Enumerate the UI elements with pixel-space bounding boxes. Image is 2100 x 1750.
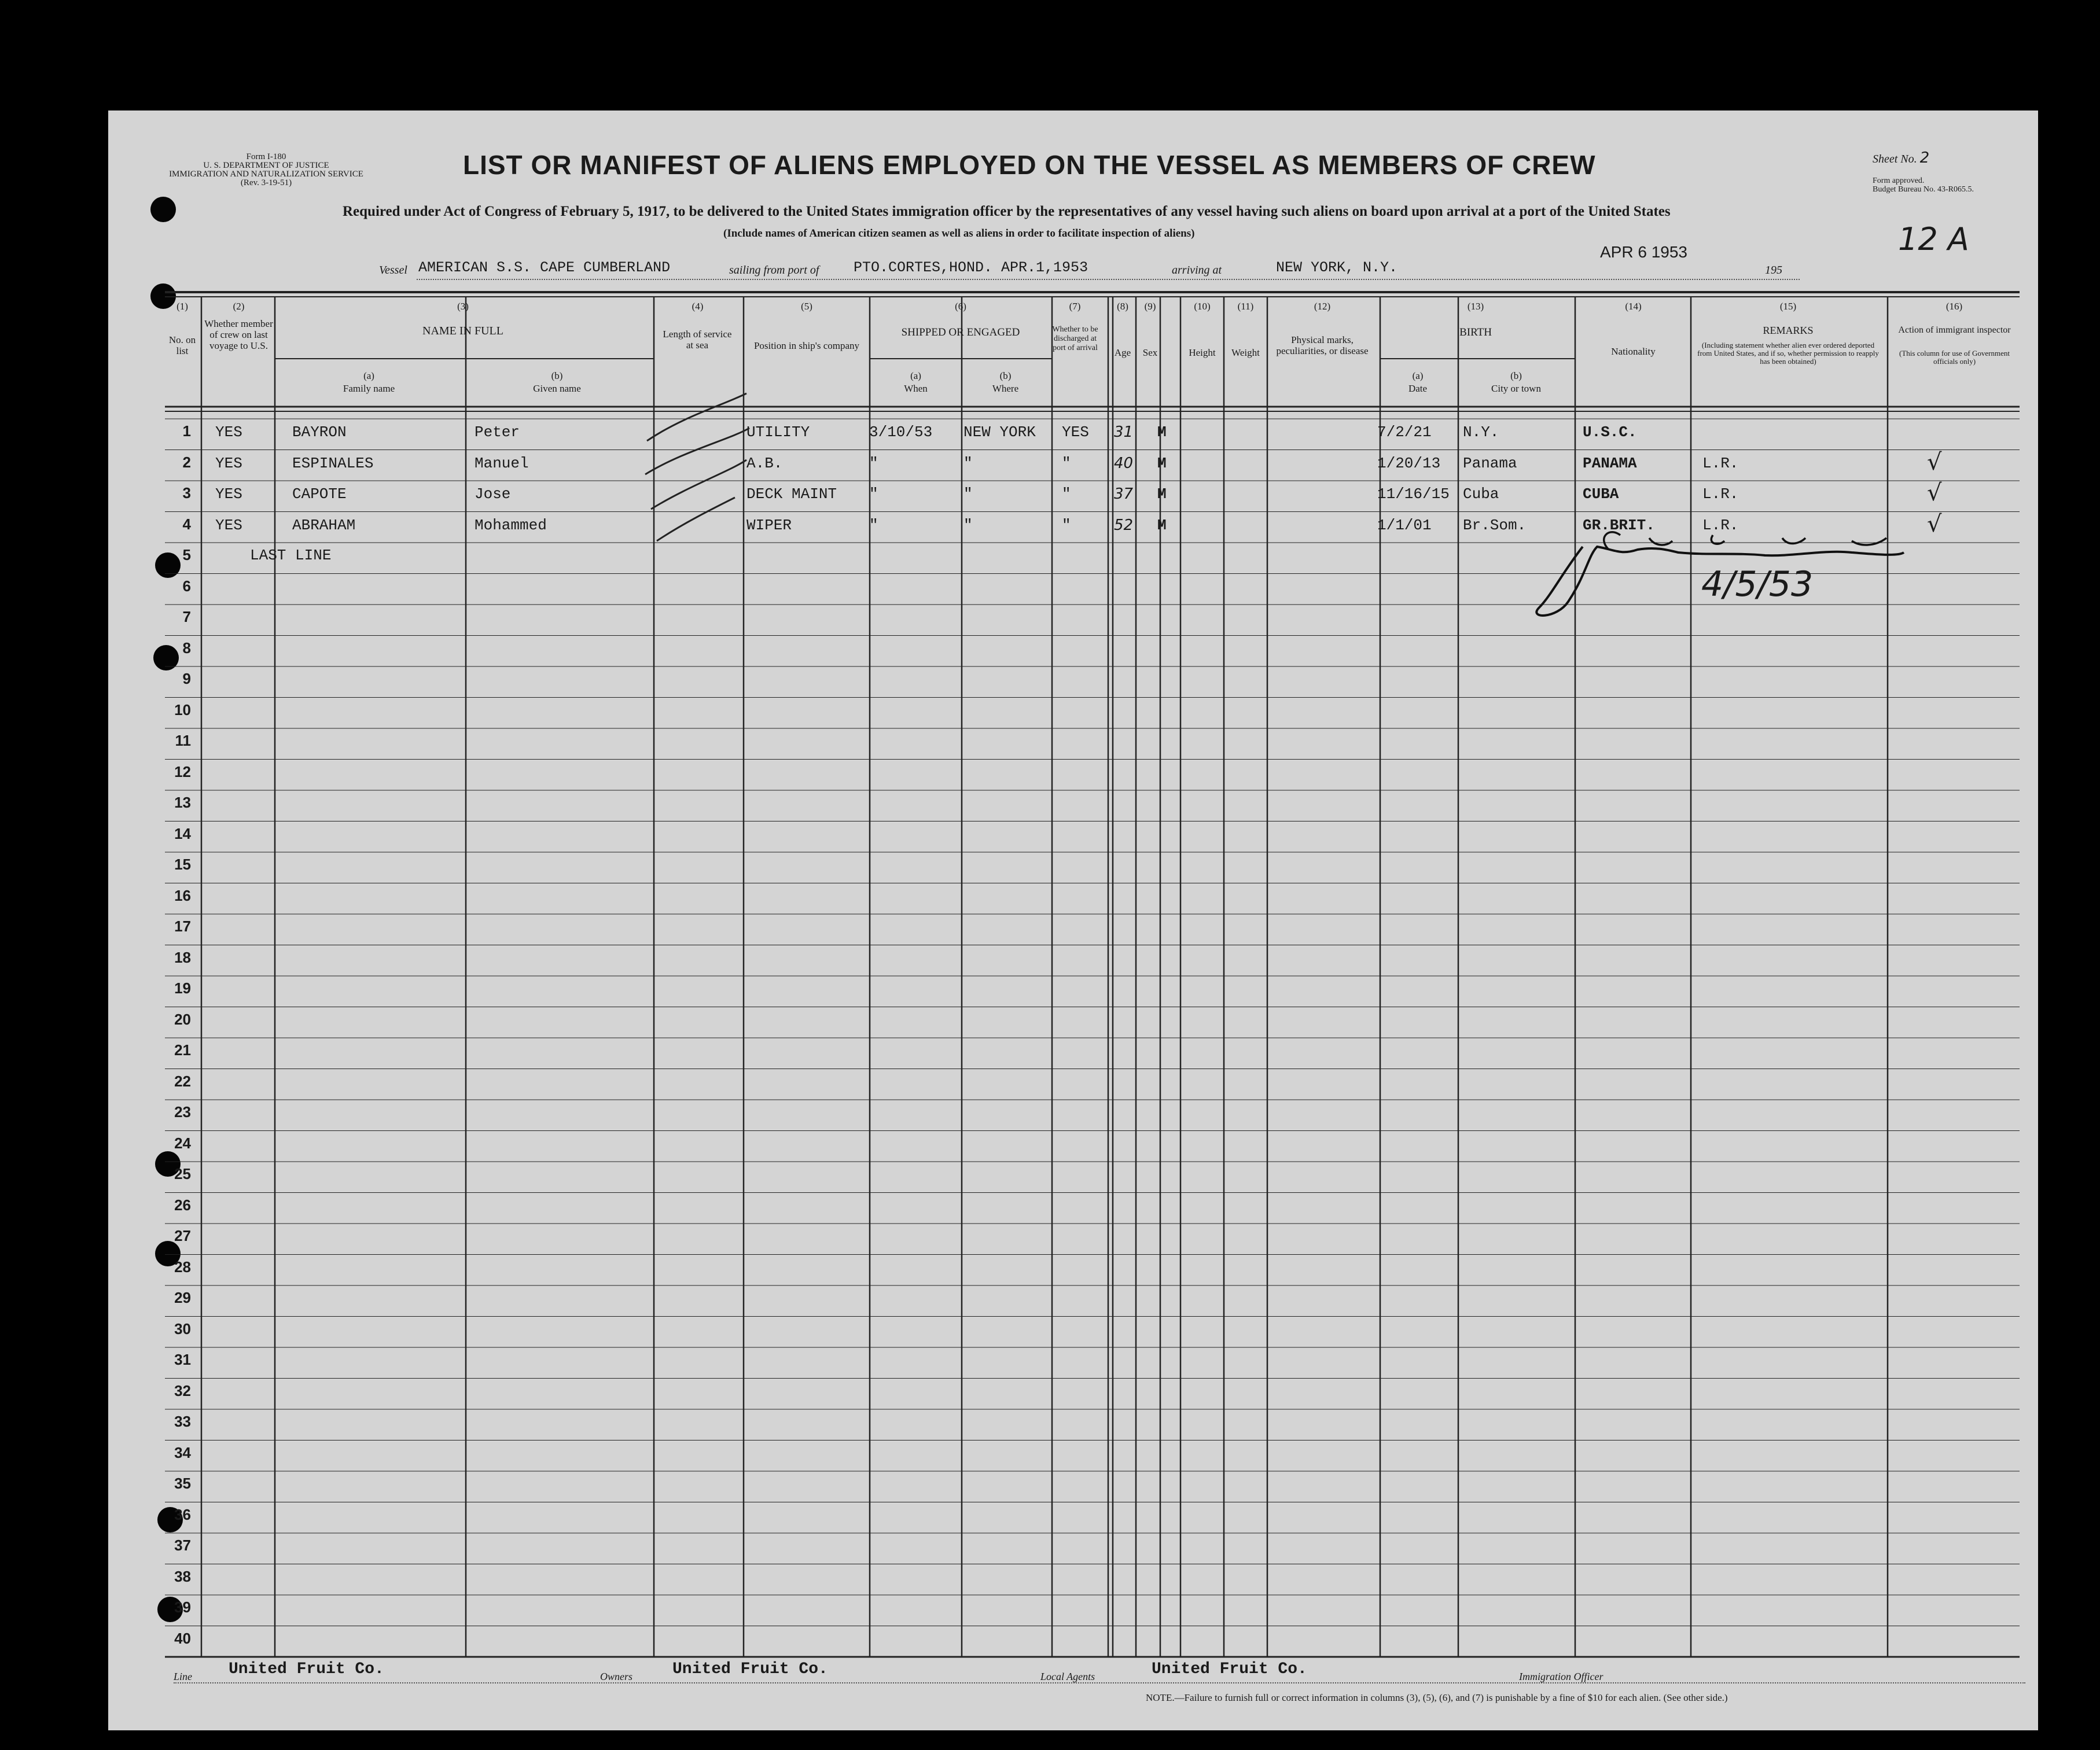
footer-note: NOTE.—Failure to furnish full or correct information in columns (3), (5), (6), and (7) is punishable by a fine of $10 for each alien. (See other side.) [1146, 1692, 1728, 1703]
document-subtitle: Required under Act of Congress of February 5, 1917, to be delivered to the United States immigration officer by the representatives of any vessel having such aliens on board upon arrival at a port of the United States [343, 204, 1671, 219]
row-number: 7 [182, 608, 191, 625]
remarks-cell: L.R. [1702, 454, 1739, 472]
column-number: (4) [692, 301, 704, 312]
discharge-cell: YES [1062, 423, 1089, 441]
header-height: Height [1189, 347, 1216, 358]
discharge-cell: " [1062, 485, 1071, 503]
last-line-marker: LAST LINE [250, 547, 332, 564]
line-value: United Fruit Co. [229, 1660, 384, 1678]
row-number: 36 [174, 1505, 191, 1523]
arriving-label: arriving at [1172, 264, 1222, 277]
row-number: 29 [174, 1289, 191, 1306]
discharge-cell: " [1062, 516, 1071, 534]
birth-city-cell: Panama [1463, 454, 1517, 472]
column-number: (a) [910, 370, 921, 381]
sex-cell: M [1157, 485, 1167, 503]
document-title: LIST OR MANIFEST OF ALIENS EMPLOYED ON THE VESSEL AS MEMBERS OF CREW [463, 150, 1596, 180]
shipped-where-cell: " [963, 516, 973, 534]
nationality-cell: U.S.C. [1583, 423, 1637, 441]
column-number: (7) [1069, 301, 1081, 312]
pen-stroke [651, 460, 746, 509]
row-number: 22 [174, 1072, 191, 1090]
vessel-label: Vessel [379, 264, 407, 277]
header-discharged: Whether to be discharged at port of arrival [1052, 325, 1098, 352]
nationality-cell: GR.BRIT. [1583, 516, 1655, 534]
header-given-name: Given name [533, 383, 581, 394]
column-number: (b) [999, 370, 1012, 381]
approval-line: Form approved. [1873, 176, 1925, 185]
row-number: 24 [174, 1134, 191, 1152]
pen-stroke [647, 393, 746, 441]
row-number: 5 [182, 546, 191, 563]
row-number: 9 [182, 670, 191, 687]
header-physical-marks: Physical marks, peculiarities, or disease [1276, 334, 1369, 356]
birth-city-cell: N.Y. [1463, 423, 1499, 441]
header-family-name: Family name [343, 383, 395, 394]
header-birth-date: Date [1408, 383, 1428, 394]
row-number: 18 [174, 948, 191, 966]
sailing-from: PTO.CORTES,HOND. APR.1,1953 [854, 259, 1088, 276]
row-number: 32 [174, 1381, 191, 1399]
row-number: 13 [174, 794, 191, 811]
signature-date: 4/5/53 [1701, 564, 1814, 605]
row-number: 17 [174, 918, 191, 935]
nationality-cell: PANAMA [1583, 454, 1637, 472]
date-stamp: APR 6 1953 [1600, 243, 1687, 261]
row-number: 15 [174, 856, 191, 873]
owners-label: Owners [600, 1671, 633, 1682]
row-number: 12 [174, 762, 191, 780]
row-number: 23 [174, 1103, 191, 1121]
column-number: (15) [1779, 301, 1797, 312]
crew-member-cell: YES [215, 516, 242, 534]
row-number: 38 [174, 1567, 191, 1585]
shipped-when-cell: " [869, 454, 878, 472]
header-crew-member: Whether member of crew on last voyage to U.S. [204, 318, 273, 351]
column-number: (5) [801, 301, 812, 312]
row-number: 19 [174, 979, 191, 997]
row-number: 34 [174, 1443, 191, 1461]
row-number: 25 [174, 1165, 191, 1182]
family-name-cell: BAYRON [292, 423, 347, 441]
position-cell: A.B. [746, 454, 783, 472]
age-cell: 31 [1114, 423, 1134, 441]
form-number: Form I-180 [246, 152, 286, 161]
row-number: 16 [174, 886, 191, 904]
row-number: 11 [175, 732, 191, 749]
shipped-where-cell: NEW YORK [963, 423, 1036, 441]
column-number: (12) [1314, 301, 1331, 312]
discharge-cell: " [1062, 454, 1071, 472]
sailing-label: sailing from port of [729, 264, 819, 277]
family-name-cell: ABRAHAM [292, 516, 356, 534]
given-name-cell: Manuel [475, 454, 529, 472]
footer [174, 1660, 2025, 1707]
row-number: 2 [182, 453, 191, 471]
header-position: Position in ship's company [753, 340, 860, 351]
shipped-when-cell: 3/10/53 [869, 423, 933, 441]
birth-date-cell: 7/2/21 [1377, 423, 1432, 441]
position-cell: UTILITY [746, 423, 810, 441]
shipped-when-cell: " [869, 485, 878, 503]
agents-label: Local Agents [1040, 1671, 1095, 1682]
service-name: IMMIGRATION AND NATURALIZATION SERVICE [169, 170, 363, 179]
column-number: (2) [233, 301, 245, 312]
column-number: (16) [1945, 301, 1963, 312]
column-number: (14) [1625, 301, 1642, 312]
line-label: Line [174, 1671, 193, 1682]
row-number: 39 [174, 1598, 191, 1616]
family-name-cell: ESPINALES [292, 454, 374, 472]
sheet-value: 2 [1919, 149, 1930, 167]
column-number: (1) [176, 301, 188, 312]
sex-cell: M [1157, 516, 1167, 534]
approval-line: Budget Bureau No. 43-R065.5. [1873, 185, 1974, 194]
column-number: (a) [363, 370, 374, 381]
signature-icon [1604, 532, 1886, 550]
shipped-when-cell: " [869, 516, 878, 534]
given-name-cell: Jose [475, 485, 511, 503]
column-number: (b) [551, 370, 563, 381]
agents-value: United Fruit Co. [1152, 1660, 1307, 1678]
birth-date-cell: 1/1/01 [1377, 516, 1432, 534]
row-number: 20 [174, 1010, 191, 1028]
pen-stroke [657, 498, 735, 541]
officer-label: Immigration Officer [1519, 1671, 1603, 1682]
row-number: 8 [182, 639, 191, 657]
given-name-cell: Peter [475, 423, 520, 441]
column-number: (8) [1117, 301, 1128, 312]
header-age: Age [1114, 347, 1131, 358]
row-number: 33 [174, 1413, 191, 1430]
inspector-action-cell: √ [1927, 448, 1942, 476]
owners-value: United Fruit Co. [672, 1660, 828, 1678]
birth-date-cell: 1/20/13 [1377, 454, 1441, 472]
header-nationality: Nationality [1611, 346, 1656, 357]
header-birth-city: City or town [1491, 383, 1541, 394]
column-number: (b) [1510, 370, 1522, 381]
position-cell: DECK MAINT [746, 485, 837, 503]
column-number: (13) [1467, 301, 1484, 312]
family-name-cell: CAPOTE [292, 485, 347, 503]
vessel-name: AMERICAN S.S. CAPE CUMBERLAND [418, 259, 671, 276]
department: U. S. DEPARTMENT OF JUSTICE [203, 161, 329, 170]
header-remarks-note: (Including statement whether alien ever ordered deported from United States, and if so, whether permission to reapply has been obtained) [1697, 341, 1879, 366]
birth-date-cell: 11/16/15 [1377, 485, 1450, 503]
age-cell: 40 [1114, 454, 1134, 472]
column-number: (3) [457, 301, 469, 312]
position-cell: WIPER [746, 516, 792, 534]
sex-cell: M [1157, 454, 1167, 472]
row-number: 26 [174, 1196, 191, 1214]
header-shipped-or-engaged: SHIPPED OR ENGAGED [901, 326, 1020, 338]
row-number: 40 [174, 1629, 191, 1647]
revision: (Rev. 3-19-51) [240, 178, 292, 187]
sheet-label: Sheet No. [1873, 153, 1917, 165]
header-where: Where [992, 383, 1019, 394]
given-name-cell: Mohammed [475, 516, 547, 534]
age-cell: 52 [1114, 516, 1134, 534]
header-length-of-service: Length of service at sea [663, 329, 732, 351]
header-when: When [904, 383, 928, 394]
header-no-on-list: No. on list [168, 334, 196, 356]
row-number: 31 [174, 1351, 191, 1368]
age-cell: 37 [1114, 485, 1134, 503]
row-number: 27 [174, 1227, 191, 1244]
document-subnote: (Include names of American citizen seamen as well as aliens in order to facilitate inspection of aliens) [723, 227, 1195, 240]
row-number: 3 [182, 484, 191, 502]
nationality-cell: CUBA [1583, 485, 1619, 503]
row-number: 21 [174, 1041, 191, 1059]
crew-member-cell: YES [215, 485, 242, 503]
header-weight: Weight [1231, 347, 1260, 358]
column-number: (10) [1194, 301, 1211, 312]
row-number: 4 [182, 515, 191, 533]
birth-city-cell: Cuba [1463, 485, 1499, 503]
header-inspector-note: (This column for use of Government officials only) [1899, 349, 2010, 366]
footer-underline [174, 1682, 2025, 1683]
inspector-action-cell: √ [1927, 480, 1942, 506]
header-name-in-full: NAME IN FULL [422, 325, 503, 337]
year-label: 195 [1765, 264, 1782, 277]
row-number: 37 [174, 1537, 191, 1554]
birth-city-cell: Br.Som. [1463, 516, 1527, 534]
shipped-where-cell: " [963, 485, 973, 503]
row-number: 30 [174, 1320, 191, 1338]
remarks-cell: L.R. [1702, 485, 1739, 503]
column-number: (9) [1144, 301, 1156, 312]
row-number: 1 [182, 422, 191, 440]
remarks-cell: L.R. [1702, 516, 1739, 534]
column-number: (11) [1237, 301, 1254, 312]
header-remarks: REMARKS [1763, 325, 1814, 336]
row-number: 14 [174, 824, 191, 842]
crew-member-cell: YES [215, 454, 242, 472]
column-number: (a) [1412, 370, 1424, 381]
row-number: 6 [182, 577, 191, 595]
row-number: 35 [174, 1475, 191, 1492]
inspector-action-cell: √ [1927, 510, 1942, 537]
handwritten-reference: 12 A [1898, 221, 1969, 257]
crew-member-cell: YES [215, 423, 242, 441]
sex-cell: M [1157, 423, 1167, 441]
column-number: (6) [955, 301, 966, 312]
header-sex: Sex [1142, 347, 1158, 358]
header-birth: BIRTH [1459, 326, 1492, 338]
row-number: 28 [174, 1258, 191, 1276]
header-inspector-action: Action of immigrant inspector [1898, 325, 2011, 335]
row-number: 10 [174, 701, 191, 719]
shipped-where-cell: " [963, 454, 973, 472]
arriving-at: NEW YORK, N.Y. [1276, 259, 1398, 276]
